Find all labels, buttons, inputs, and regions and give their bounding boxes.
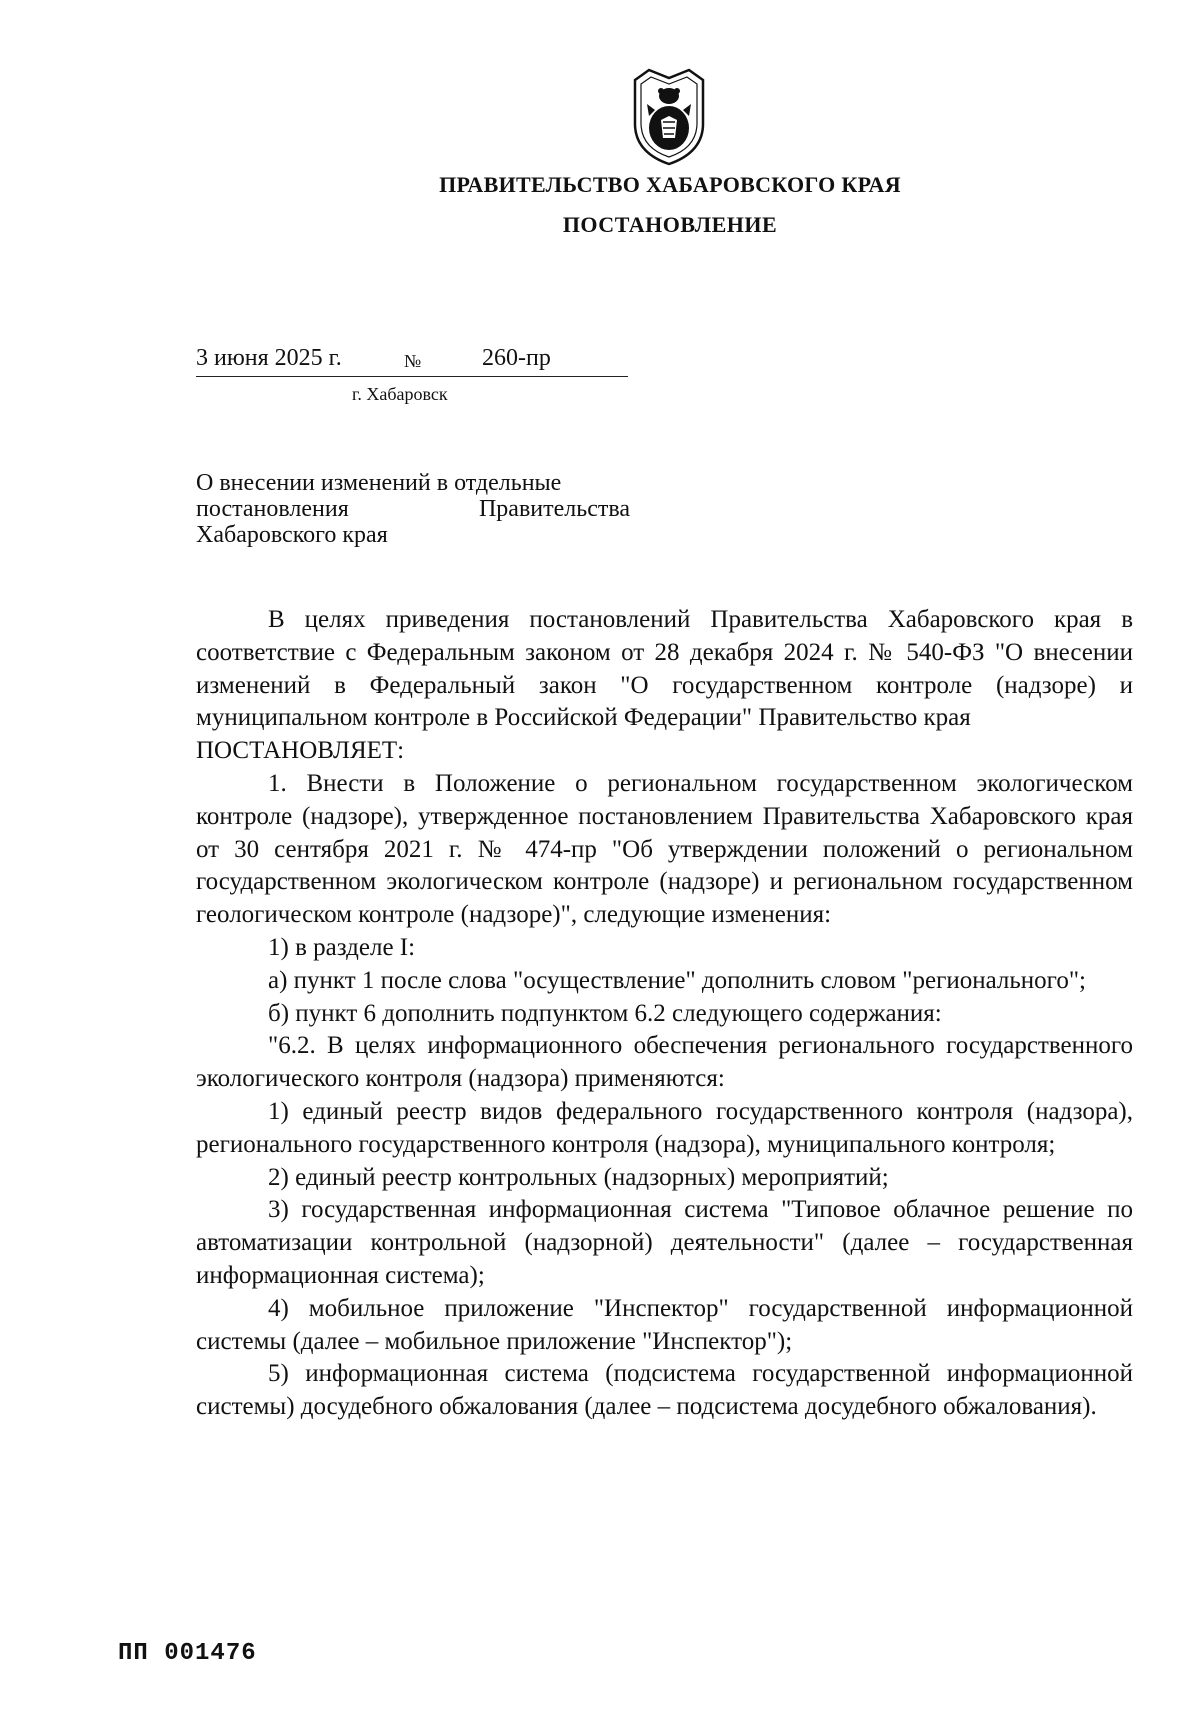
decree-word: ПОСТАНОВЛЯЕТ: xyxy=(196,737,405,765)
document-number: 260-пр xyxy=(482,345,551,371)
subject-line-2-a: постановления xyxy=(196,496,349,522)
document-subject xyxy=(196,470,630,548)
date-underline xyxy=(196,376,628,377)
coat-of-arms-icon xyxy=(627,66,711,166)
preamble: В целях приведения постановлений Правительства Хабаровского края в соответствие с Федеральным законом от 28 декабря 2024 г. № 540-ФЗ "О внесении изменений в Федеральный закон "О государственном контроле (надзоре) и муниципальном контроле в Российской Федерации" Правительство края xyxy=(196,606,1133,732)
number-sign: № xyxy=(404,351,422,371)
list-item-5: 5) информационная система (подсистема государственной информационной системы) досудебного обжалования (далее – подсистема досудебного обжалования). xyxy=(196,1360,1133,1421)
subject-line-2-b: Правительства xyxy=(478,496,630,522)
document-city: г. Хабаровск xyxy=(352,384,448,404)
document-body xyxy=(196,604,1133,1424)
paragraph-1: 1. Внести в Положение о региональном государственном экологическом контроле (надзоре), утвержденное постановлением Правительства Хабаровского края от 30 сентября 2021 г. № 474-пр "Об утверждении положений о региональном государственном экологическом контроле (надзоре) и региональном государственном геологическом контроле (надзоре)", следующие изменения: xyxy=(196,769,1133,929)
paragraph-1-1-b: б) пункт 6 дополнить подпунктом 6.2 следующего содержания: xyxy=(268,999,942,1027)
org-name: ПРАВИТЕЛЬСТВО ХАБАРОВСКОГО КРАЯ xyxy=(439,172,901,197)
form-serial-code: ПП 001476 xyxy=(118,1640,257,1667)
subject-line-3: Хабаровского края xyxy=(196,522,388,548)
list-item-3: 3) государственная информационная система "Типовое облачное решение по автоматизации контрольной (надзорной) деятельности" (далее – государственная информационная система); xyxy=(196,1196,1133,1289)
document-date: 3 июня 2025 г. xyxy=(196,345,342,371)
list-item-4: 4) мобильное приложение "Инспектор" государственной информационной системы (далее – мобильное приложение "Инспектор"); xyxy=(196,1294,1133,1355)
paragraph-6-2: "6.2. В целях информационного обеспечения регионального государственного экологического контроля (надзора) применяются: xyxy=(196,1032,1133,1093)
list-item-1: 1) единый реестр видов федерального государственного контроля (надзора), регионального государственного контроля (надзора), муниципального контроля; xyxy=(196,1097,1133,1158)
paragraph-1-1: 1) в разделе I: xyxy=(268,933,416,961)
subject-line-1: О внесении изменений в отдельные xyxy=(196,470,562,496)
paragraph-1-1-a: а) пункт 1 после слова "осуществление" дополнить словом "регионального"; xyxy=(268,966,1086,994)
document-type: ПОСТАНОВЛЕНИЕ xyxy=(562,212,778,237)
list-item-2: 2) единый реестр контрольных (надзорных) мероприятий; xyxy=(268,1163,889,1191)
subject-line-2 xyxy=(196,496,630,522)
